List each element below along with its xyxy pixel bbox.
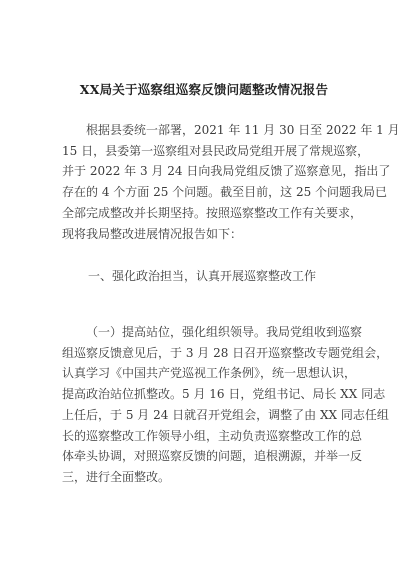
paragraph-line: 提高政治站位抓整改。5 月 16 日，党组书记、局长 XX 同志 [62, 387, 386, 402]
paragraph-line: 长的巡察整改工作领导小组，主动负责巡察整改工作的总 [62, 428, 363, 443]
paragraph-line: 体牵头协调，对照巡察反馈的问题，追根溯源，并举一反 [62, 449, 363, 464]
paragraph-line: 并于 2022 年 3 月 24 日向我局党组反馈了巡察意见，指出了 [62, 164, 391, 179]
paragraph-line: （一）提高站位，强化组织领导。我局党组收到巡察 [86, 325, 363, 339]
paragraph-line: 上任后，于 5 月 24 日就召开党组会，调整了由 XX 同志任组 [62, 407, 389, 422]
paragraph-line: 15 日，县委第一巡察组对县民政局党组开展了常规巡察， [62, 143, 370, 158]
document-title: XX局关于巡察组巡察反馈问题整改情况报告 [79, 82, 329, 97]
paragraph-line: 存在的 4 个方面 25 个问题。截至目前，这 25 个问题我局已 [62, 185, 388, 200]
paragraph-line: 三，进行全面整改。 [62, 469, 171, 484]
section-paragraph [62, 322, 389, 488]
paragraph-line: 组巡察反馈意见后，于 3 月 28 日召开巡察整改专题党组会， [62, 345, 389, 360]
paragraph-line: 全部完成整改并长期坚持。按照巡察整改工作有关要求， [62, 205, 363, 220]
intro-paragraph [62, 120, 400, 244]
section-heading: 一、强化政治担当，认真开展巡察整改工作 [88, 269, 317, 283]
paragraph-line: 现将我局整改进展情况报告如下： [62, 226, 243, 241]
paragraph-line: 根据县委统一部署，2021 年 11 月 30 日至 2022 年 1 月 [86, 123, 400, 137]
paragraph-line: 认真学习《中国共产党巡视工作条例》，统一思想认识， [62, 366, 357, 381]
